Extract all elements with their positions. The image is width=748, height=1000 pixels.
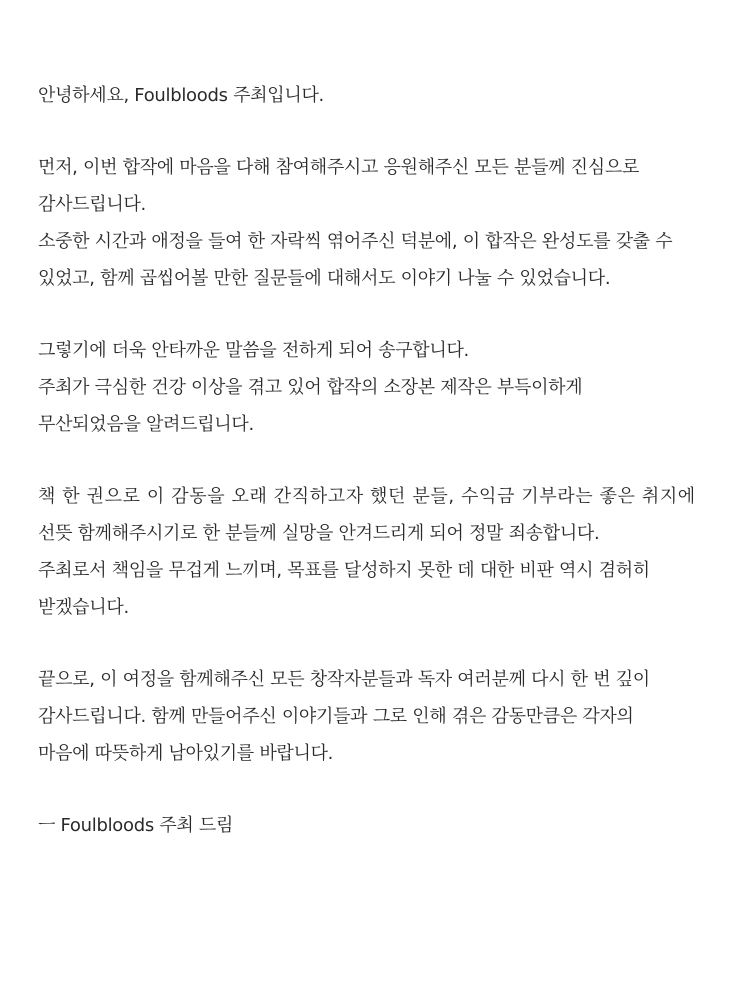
paragraph1-line: 먼저, 이번 합작에 마음을 다해 참여해주시고 응원해주신 모든 분들께 진심으로 xyxy=(38,157,640,178)
paragraph1-line: 소중한 시간과 애정을 들여 한 자락씩 엮어주신 덕분에, 이 합작은 완성도를 갖출 수 xyxy=(38,231,673,252)
paragraph-gap xyxy=(38,119,744,154)
paragraph2-line: 그렇기에 더욱 안타까운 말씀을 전하게 되어 송구합니다. xyxy=(38,340,469,361)
paragraph-gap xyxy=(38,631,744,666)
paragraph-gap xyxy=(38,302,744,337)
paragraph2-line: 무산되었음을 알려드립니다. xyxy=(38,414,254,435)
greeting-line: 안녕하세요, Foulbloods 주최입니다. xyxy=(38,85,324,106)
paragraph4-line: 끝으로, 이 여정을 함께해주신 모든 창작자분들과 독자 여러분께 다시 한 번 깊이 xyxy=(38,669,650,690)
paragraph1-line: 있었고, 함께 곱씹어볼 만한 질문들에 대해서도 이야기 나눌 수 있었습니다. xyxy=(38,268,611,289)
signature-line: ㅡ Foulbloods 주최 드림 xyxy=(38,815,234,836)
paragraph4-line: 마음에 따뜻하게 남아있기를 바랍니다. xyxy=(38,743,334,764)
paragraph4-line: 감사드립니다. 함께 만들어주신 이야기들과 그로 인해 겪은 감동만큼은 각자의 xyxy=(38,706,634,727)
paragraph3-line: 주최로서 책임을 무겁게 느끼며, 목표를 달성하지 못한 데 대한 비판 역시 겸허히 xyxy=(38,560,650,581)
paragraph3-line: 받겠습니다. xyxy=(38,597,129,618)
paragraph2-line: 주최가 극심한 건강 이상을 겪고 있어 합작의 소장본 제작은 부득이하게 xyxy=(38,377,583,398)
paragraph-gap xyxy=(38,777,744,812)
notice-body xyxy=(38,82,744,849)
paragraph3-line: 선뜻 함께해주시기로 한 분들께 실망을 안겨드리게 되어 정말 죄송합니다. xyxy=(38,523,600,544)
paragraph3-line: 책 한 권으로 이 감동을 오래 간직하고자 했던 분들, 수익금 기부라는 좋은 취지에 xyxy=(38,486,696,507)
paragraph1-line: 감사드립니다. xyxy=(38,194,146,215)
paragraph-gap xyxy=(38,448,744,483)
